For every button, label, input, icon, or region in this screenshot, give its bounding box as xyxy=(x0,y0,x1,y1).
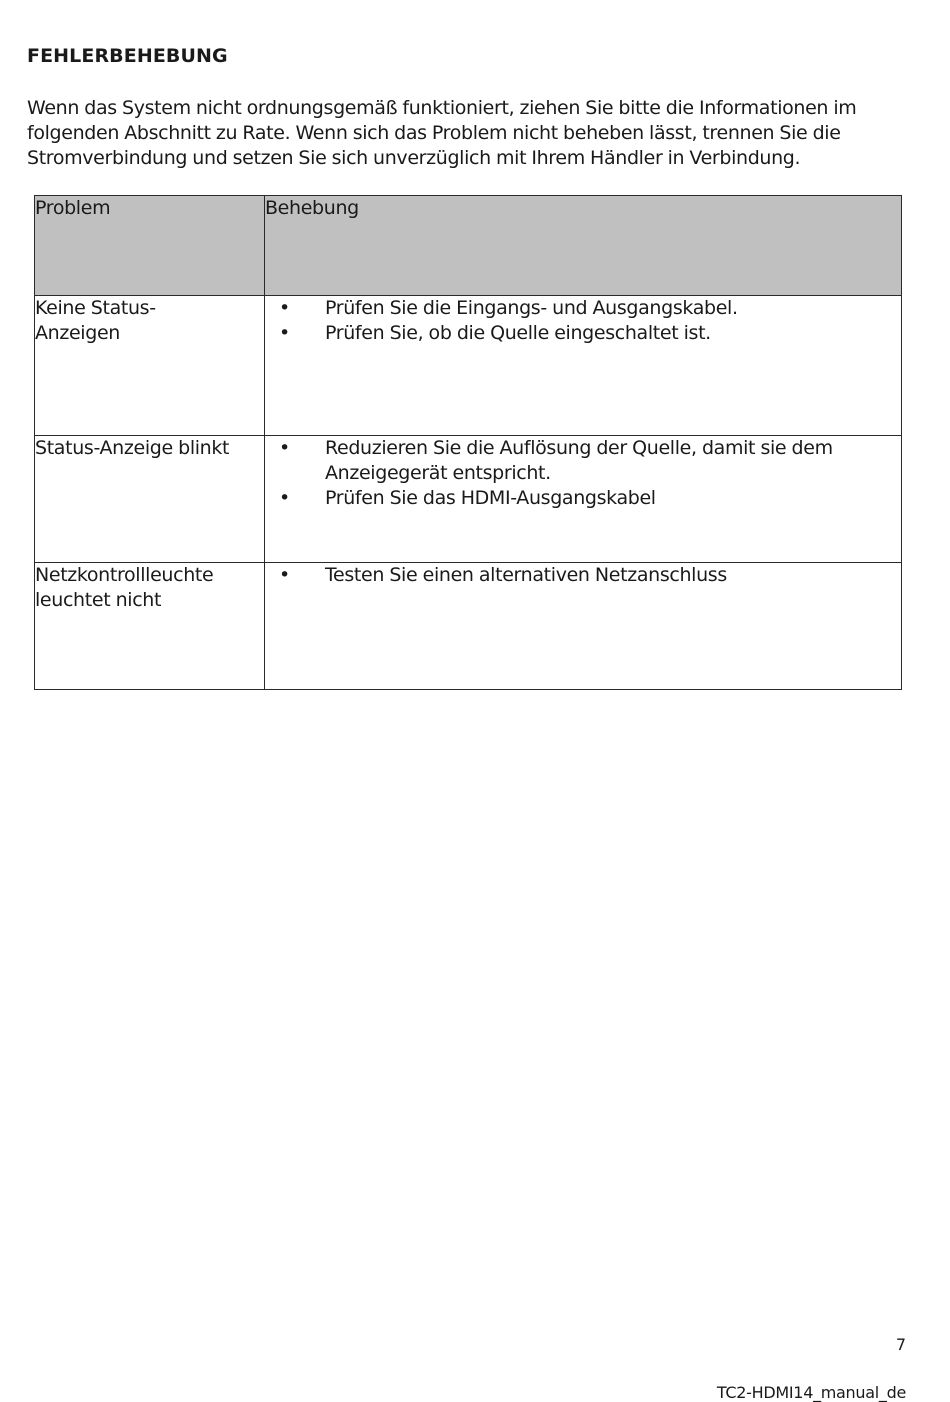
intro-paragraph xyxy=(27,96,927,171)
solution-item xyxy=(265,436,901,486)
solution-cell xyxy=(265,563,902,690)
bullet-icon: • xyxy=(279,297,290,319)
header-solution: Behebung xyxy=(265,196,902,296)
solution-line: Prüfen Sie die Eingangs- und Ausgangskabel. xyxy=(325,297,738,319)
bullet-icon: • xyxy=(279,437,290,459)
problem-cell xyxy=(35,436,265,563)
bullet-icon: • xyxy=(279,564,290,586)
solution-line: Testen Sie einen alternativen Netzanschluss xyxy=(325,564,727,586)
problem-line: Status-Anzeige blinkt xyxy=(35,437,230,459)
page-heading: FEHLERBEHEBUNG xyxy=(27,45,228,67)
document-id: TC2-HDMI14_manual_de xyxy=(716,1383,906,1402)
problem-cell xyxy=(35,563,265,690)
solution-line: Reduzieren Sie die Auflösung der Quelle, damit sie dem xyxy=(325,437,833,459)
solution-line: Prüfen Sie, ob die Quelle eingeschaltet ist. xyxy=(325,322,711,344)
bullet-icon: • xyxy=(279,487,290,509)
table-row xyxy=(35,296,902,436)
problem-line: leuchtet nicht xyxy=(35,589,162,611)
solution-item xyxy=(265,321,901,346)
table-row xyxy=(35,436,902,563)
table-row xyxy=(35,563,902,690)
page-number: 7 xyxy=(895,1335,906,1354)
solution-list xyxy=(265,563,901,588)
problem-line: Anzeigen xyxy=(35,322,120,344)
solution-list xyxy=(265,296,901,346)
problem-line: Netzkontrollleuchte xyxy=(35,564,214,586)
intro-line: folgenden Abschnitt zu Rate. Wenn sich das Problem nicht beheben lässt, trennen Sie die xyxy=(27,122,841,144)
solution-cell xyxy=(265,296,902,436)
table-header-row xyxy=(35,196,902,296)
troubleshooting-table xyxy=(34,195,902,690)
intro-line: Stromverbindung und setzen Sie sich unverzüglich mit Ihrem Händler in Verbindung. xyxy=(27,147,801,169)
header-problem: Problem xyxy=(35,196,265,296)
solution-line: Anzeigegerät entspricht. xyxy=(325,462,551,484)
problem-line: Keine Status- xyxy=(35,297,156,319)
problem-cell xyxy=(35,296,265,436)
solution-item xyxy=(265,296,901,321)
bullet-icon: • xyxy=(279,322,290,344)
solution-line: Prüfen Sie das HDMI-Ausgangskabel xyxy=(325,487,656,509)
solution-list xyxy=(265,436,901,511)
solution-cell xyxy=(265,436,902,563)
solution-item xyxy=(265,563,901,588)
solution-item xyxy=(265,486,901,511)
intro-line: Wenn das System nicht ordnungsgemäß funktioniert, ziehen Sie bitte die Informationen im xyxy=(27,97,857,119)
